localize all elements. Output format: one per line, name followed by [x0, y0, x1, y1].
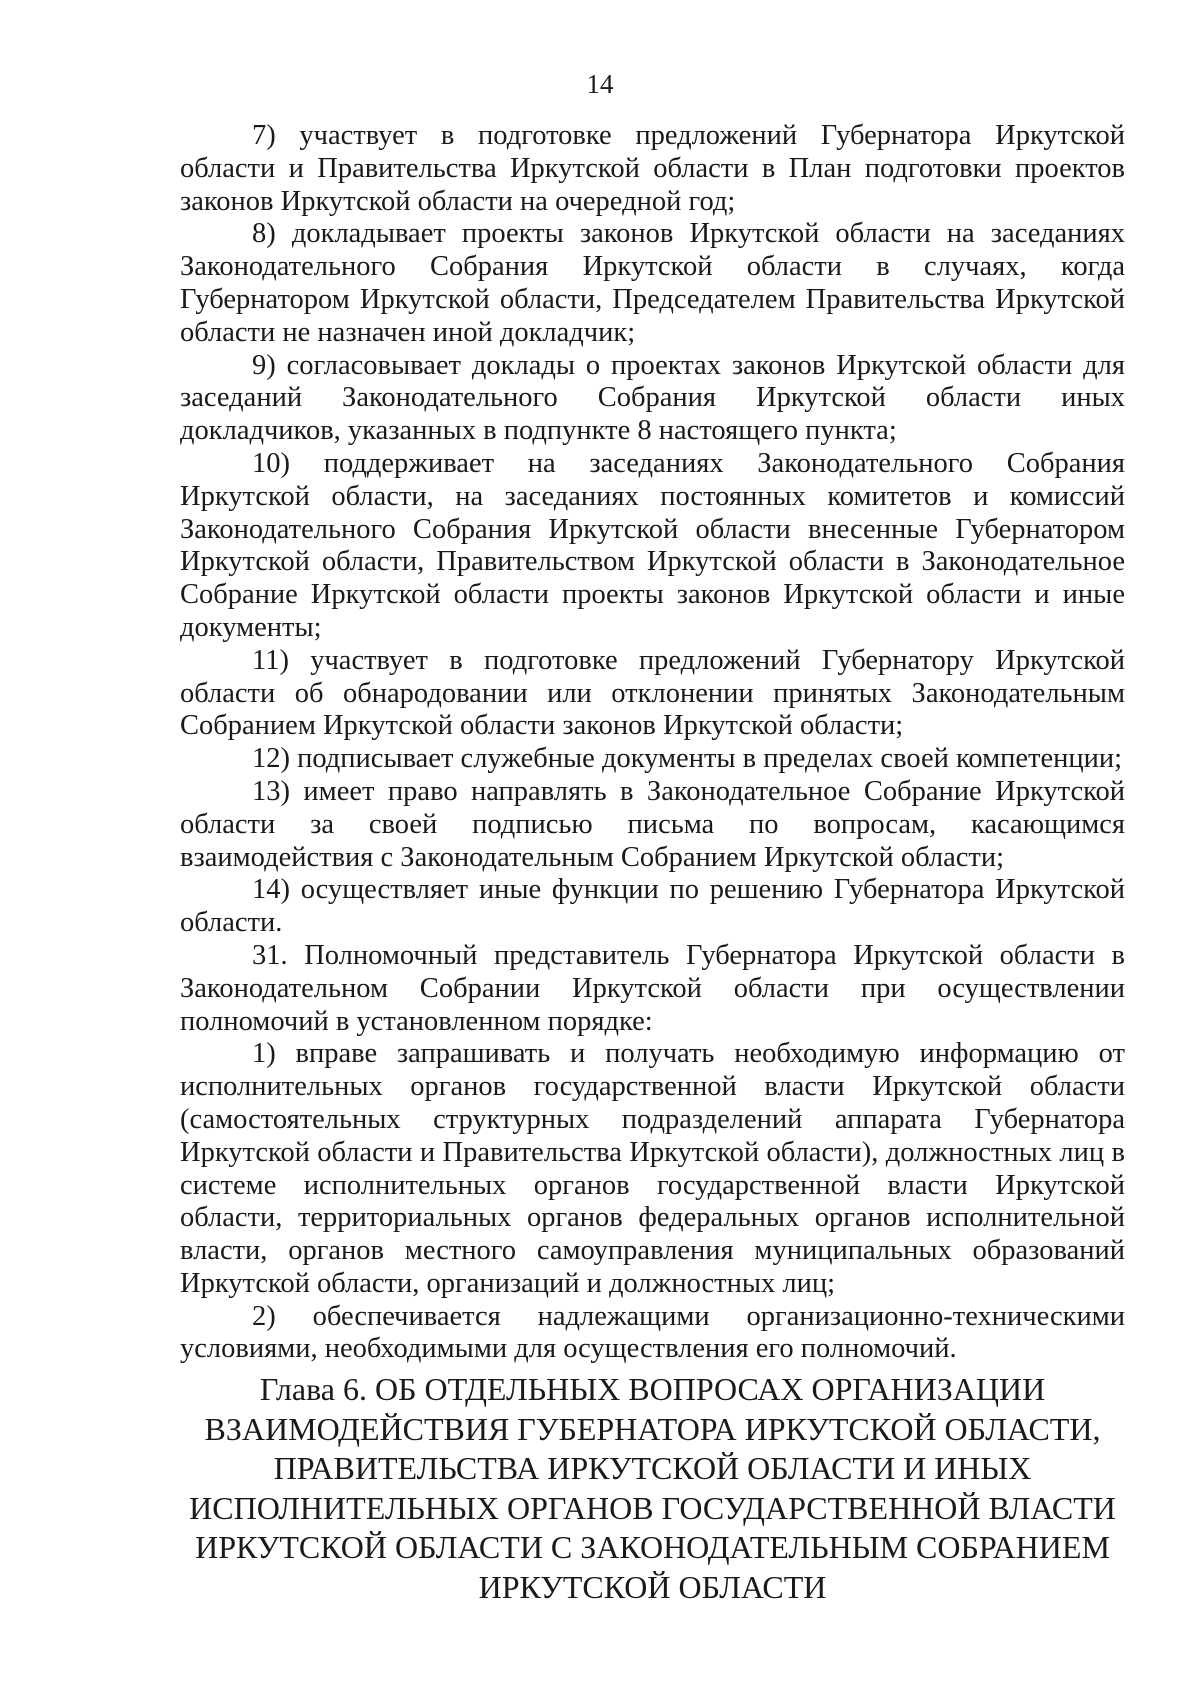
chapter-title-line: ПРАВИТЕЛЬСТВА ИРКУТСКОЙ ОБЛАСТИ И ИНЫХ [273, 1450, 1032, 1486]
paragraph-item-9: 9) согласовывает доклады о проектах законов Иркутской области для заседаний Законодательного Собрания Иркутской области иных докладчиков, указанных в подпункте 8 настоящего пункта; [180, 349, 1125, 447]
paragraph-item-8: 8) докладывает проекты законов Иркутской области на заседаниях Законодательного Собрания Иркутской области в случаях, когда Губернатором Иркутской области, Председателем Правительства Иркутской области не назначен иной докладчик; [180, 218, 1125, 348]
page-number: 14 [586, 69, 614, 99]
paragraph-subitem-1: 1) вправе запрашивать и получать необходимую информацию от исполнительных органов государственной власти Иркутской области (самостоятельных структурных подразделений аппарата Губернатора Иркутской области и Правительства Иркутской области), должностных лиц в системе исполнительных органов государственной власти Иркутской области, территориальных органов федеральных органов исполнительной власти, органов местного самоуправления муниципальных образований Иркутской области, организаций и должностных лиц; [180, 1038, 1125, 1299]
paragraph-subitem-2: 2) обеспечивается надлежащими организационно-техническими условиями, необходимыми для осуществления его полномочий. [180, 1300, 1125, 1365]
chapter-title-line: ИРКУТСКОЙ ОБЛАСТИ С ЗАКОНОДАТЕЛЬНЫМ СОБРАНИЕМ [195, 1529, 1110, 1565]
chapter-title-line: ИРКУТСКОЙ ОБЛАСТИ [478, 1568, 827, 1605]
chapter-title-line: Глава 6. ОБ ОТДЕЛЬНЫХ ВОПРОСАХ ОРГАНИЗАЦИИ [259, 1371, 1046, 1407]
chapter-title-line: ИСПОЛНИТЕЛЬНЫХ ОРГАНОВ ГОСУДАРСТВЕННОЙ ВЛАСТИ [189, 1489, 1116, 1526]
paragraph-item-11: 11) участвует в подготовке предложений Губернатору Иркутской области об обнародовании или отклонении принятых Законодательным Собранием Иркутской области законов Иркутской области; [180, 644, 1125, 742]
chapter-title [180, 1370, 1125, 1607]
paragraph-item-10: 10) поддерживает на заседаниях Законодательного Собрания Иркутской области, на заседаниях постоянных комитетов и комиссий Законодательного Собрания Иркутской области внесенные Губернатором Иркутской области, Правительством Иркутской области в Законодательное Собрание Иркутской области проекты законов Иркутской области и иные документы; [180, 447, 1125, 643]
paragraph-section-31: 31. Полномочный представитель Губернатора Иркутской области в Законодательном Собрании Иркутской области при осуществлении полномочий в установленном порядке: [180, 939, 1125, 1037]
paragraph-item-7: 7) участвует в подготовке предложений Губернатора Иркутской области и Правительства Иркутской области в План подготовки проектов законов Иркутской области на очередной год; [180, 120, 1125, 217]
paragraph-item-13: 13) имеет право направлять в Законодательное Собрание Иркутской области за своей подписью письма по вопросам, касающимся взаимодействия с Законодательным Собранием Иркутской области; [180, 775, 1125, 873]
paragraph-item-12: 12) подписывает служебные документы в пределах своей компетенции; [252, 743, 1123, 775]
chapter-title-line: ВЗАИМОДЕЙСТВИЯ ГУБЕРНАТОРА ИРКУТСКОЙ ОБЛАСТИ, [204, 1410, 1101, 1447]
paragraph-item-14: 14) осуществляет иные функции по решению Губернатора Иркутской области. [180, 874, 1125, 939]
document-body [180, 120, 1125, 1366]
